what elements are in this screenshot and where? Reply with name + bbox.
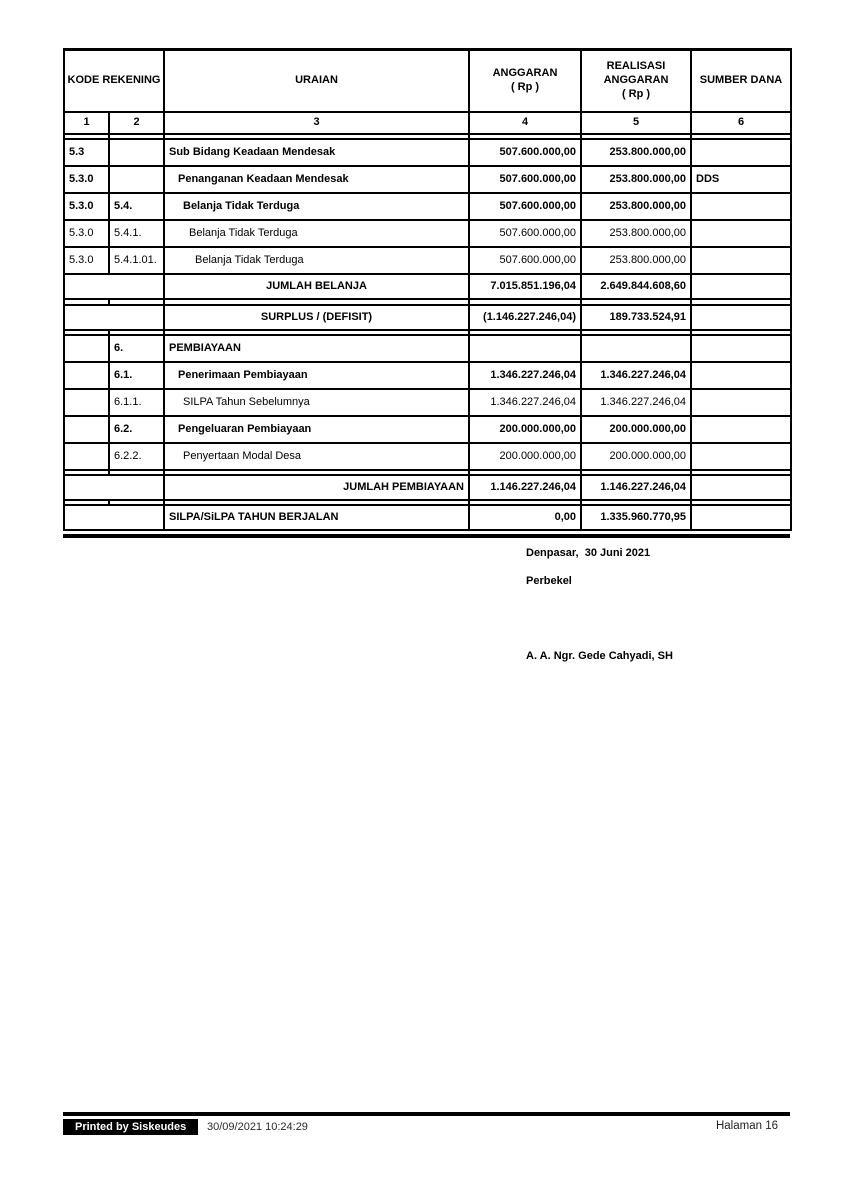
uraian-cell: Sub Bidang Keadaan Mendesak (164, 139, 469, 166)
sumber-dana-cell (691, 193, 791, 220)
uraian-cell: Penerimaan Pembiayaan (164, 362, 469, 389)
header-anggaran-line2: ( Rp ) (510, 81, 540, 93)
merged-code-cell (64, 274, 164, 299)
header-realisasi (581, 50, 691, 113)
code1-cell: 5.3 (64, 139, 109, 166)
code2-cell (109, 139, 164, 166)
code2-cell: 6. (109, 335, 164, 362)
column-number: 1 (64, 112, 109, 134)
signature-place-date: Denpasar, 30 Juni 2021 (526, 547, 651, 559)
budget-table-wrapper (63, 48, 790, 538)
table-row (64, 389, 791, 416)
header-anggaran (469, 50, 581, 113)
anggaran-cell: 7.015.851.196,04 (469, 274, 581, 299)
footer-rule (63, 1112, 790, 1116)
sumber-dana-cell (691, 505, 791, 530)
table-bottom-rule (63, 534, 790, 538)
realisasi-cell: 253.800.000,00 (581, 193, 691, 220)
merged-code-cell (64, 475, 164, 500)
summary-label-cell: SILPA/SiLPA TAHUN BERJALAN (164, 505, 469, 530)
header-anggaran-line1: ANGGARAN (492, 67, 558, 80)
uraian-cell: Penanganan Keadaan Mendesak (164, 166, 469, 193)
anggaran-cell: 507.600.000,00 (469, 193, 581, 220)
code1-cell: 5.3.0 (64, 166, 109, 193)
table-row (64, 139, 791, 166)
signature-name: A. A. Ngr. Gede Cahyadi, SH (526, 650, 673, 662)
realisasi-cell: 1.346.227.246,04 (581, 389, 691, 416)
code1-cell (64, 443, 109, 470)
table-body (64, 134, 791, 530)
sumber-dana-cell (691, 335, 791, 362)
uraian-cell: PEMBIAYAAN (164, 335, 469, 362)
anggaran-cell (469, 335, 581, 362)
sumber-dana-cell (691, 247, 791, 274)
anggaran-cell: (1.146.227.246,04) (469, 305, 581, 330)
code2-cell: 6.1.1. (109, 389, 164, 416)
summary-label-cell: JUMLAH PEMBIAYAAN (164, 475, 469, 500)
code1-cell (64, 335, 109, 362)
realisasi-cell: 200.000.000,00 (581, 416, 691, 443)
table-header-row (64, 50, 791, 113)
column-number: 5 (581, 112, 691, 134)
printed-by-badge: Printed by Siskeudes (63, 1119, 198, 1135)
header-realisasi-line3: ( Rp ) (621, 87, 651, 100)
code2-cell: 5.4. (109, 193, 164, 220)
sumber-dana-cell (691, 139, 791, 166)
header-sumber-dana: SUMBER DANA (691, 50, 791, 113)
realisasi-cell: 200.000.000,00 (581, 443, 691, 470)
code1-cell (64, 416, 109, 443)
signature-title: Perbekel (526, 575, 572, 587)
code2-cell: 6.2. (109, 416, 164, 443)
uraian-cell: Penyertaan Modal Desa (164, 443, 469, 470)
table-row (64, 443, 791, 470)
realisasi-cell: 2.649.844.608,60 (581, 274, 691, 299)
realisasi-cell: 253.800.000,00 (581, 139, 691, 166)
column-number: 6 (691, 112, 791, 134)
summary-row (64, 505, 791, 530)
anggaran-cell: 1.146.227.246,04 (469, 475, 581, 500)
sumber-dana-cell (691, 305, 791, 330)
anggaran-cell: 507.600.000,00 (469, 166, 581, 193)
table-row (64, 335, 791, 362)
column-number: 4 (469, 112, 581, 134)
sumber-dana-cell (691, 362, 791, 389)
realisasi-cell: 253.800.000,00 (581, 220, 691, 247)
table-row (64, 247, 791, 274)
anggaran-cell: 1.346.227.246,04 (469, 362, 581, 389)
code1-cell: 5.3.0 (64, 247, 109, 274)
sumber-dana-cell (691, 475, 791, 500)
table-row (64, 193, 791, 220)
header-uraian: URAIAN (164, 50, 469, 113)
column-number: 2 (109, 112, 164, 134)
summary-row (64, 475, 791, 500)
print-timestamp: 30/09/2021 10:24:29 (207, 1121, 308, 1133)
realisasi-cell: 1.335.960.770,95 (581, 505, 691, 530)
sumber-dana-cell: DDS (691, 166, 791, 193)
code2-cell: 6.1. (109, 362, 164, 389)
code2-cell (109, 166, 164, 193)
code2-cell: 5.4.1.01. (109, 247, 164, 274)
uraian-cell: Belanja Tidak Terduga (164, 220, 469, 247)
header-kode-rekening: KODE REKENING (64, 50, 164, 113)
sumber-dana-cell (691, 220, 791, 247)
code1-cell: 5.3.0 (64, 193, 109, 220)
summary-label-cell: SURPLUS / (DEFISIT) (164, 305, 469, 330)
realisasi-cell: 253.800.000,00 (581, 166, 691, 193)
realisasi-cell (581, 335, 691, 362)
page-number-label: Halaman 16 (715, 1120, 778, 1132)
summary-label-cell: JUMLAH BELANJA (164, 274, 469, 299)
sumber-dana-cell (691, 274, 791, 299)
table-row (64, 416, 791, 443)
summary-row (64, 274, 791, 299)
anggaran-cell: 1.346.227.246,04 (469, 389, 581, 416)
realisasi-cell: 1.346.227.246,04 (581, 362, 691, 389)
anggaran-cell: 200.000.000,00 (469, 443, 581, 470)
realisasi-cell: 253.800.000,00 (581, 247, 691, 274)
code2-cell: 5.4.1. (109, 220, 164, 247)
column-number-row (64, 112, 791, 134)
code1-cell (64, 362, 109, 389)
anggaran-cell: 200.000.000,00 (469, 416, 581, 443)
table-row (64, 220, 791, 247)
code2-cell: 6.2.2. (109, 443, 164, 470)
header-realisasi-line2: ANGGARAN (603, 74, 669, 87)
realisasi-cell: 1.146.227.246,04 (581, 475, 691, 500)
budget-table (63, 48, 792, 531)
sumber-dana-cell (691, 443, 791, 470)
anggaran-cell: 507.600.000,00 (469, 139, 581, 166)
summary-row (64, 305, 791, 330)
header-realisasi-line1: REALISASI (606, 60, 666, 73)
table-row (64, 166, 791, 193)
code1-cell: 5.3.0 (64, 220, 109, 247)
uraian-cell: Pengeluaran Pembiayaan (164, 416, 469, 443)
uraian-cell: SILPA Tahun Sebelumnya (164, 389, 469, 416)
sumber-dana-cell (691, 389, 791, 416)
sumber-dana-cell (691, 416, 791, 443)
merged-code-cell (64, 305, 164, 330)
table-row (64, 362, 791, 389)
anggaran-cell: 507.600.000,00 (469, 247, 581, 274)
anggaran-cell: 0,00 (469, 505, 581, 530)
column-number: 3 (164, 112, 469, 134)
merged-code-cell (64, 505, 164, 530)
uraian-cell: Belanja Tidak Terduga (164, 193, 469, 220)
anggaran-cell: 507.600.000,00 (469, 220, 581, 247)
uraian-cell: Belanja Tidak Terduga (164, 247, 469, 274)
realisasi-cell: 189.733.524,91 (581, 305, 691, 330)
code1-cell (64, 389, 109, 416)
